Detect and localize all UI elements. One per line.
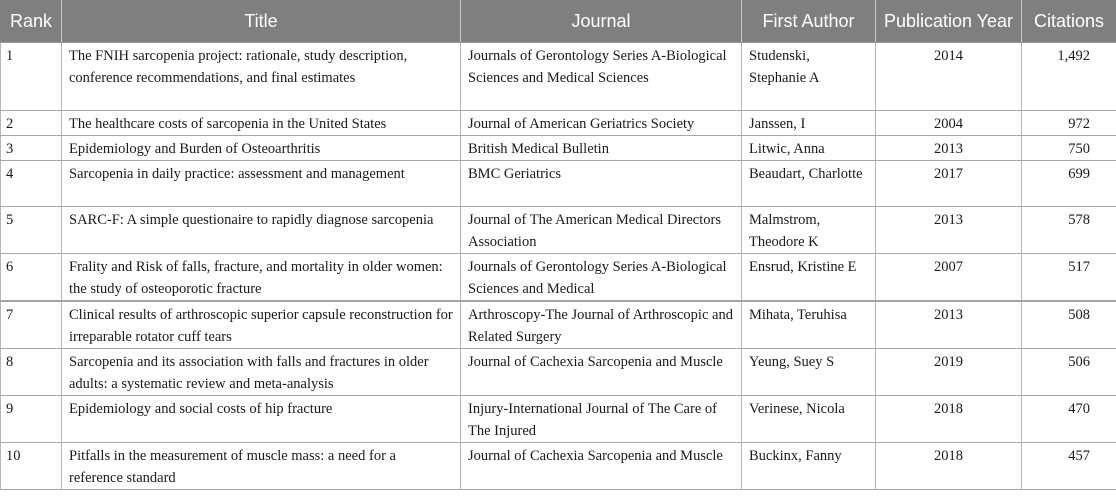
cell-title: The healthcare costs of sarcopenia in the United States [62, 110, 461, 135]
table-row [1, 253, 1116, 301]
cell-journal: Journals of Gerontology Series A-Biological Sciences and Medical Sciences [461, 42, 742, 110]
cell-title: SARC-F: A simple questionaire to rapidly diagnose sarcopenia [62, 206, 461, 253]
cell-year: 2013 [876, 206, 1022, 253]
cell-rank: 2 [1, 110, 62, 135]
cell-year: 2014 [876, 42, 1022, 110]
cell-citations: 517 [1022, 253, 1116, 301]
cell-first-author: Verinese, Nicola [742, 395, 876, 442]
cell-rank: 5 [1, 206, 62, 253]
cell-journal: Journal of The American Medical Directors Association [461, 206, 742, 253]
table-row [1, 395, 1116, 442]
cell-year: 2004 [876, 110, 1022, 135]
cell-rank: 9 [1, 395, 62, 442]
cell-citations: 1,492 [1022, 42, 1116, 110]
table-row [1, 348, 1116, 395]
table-row [1, 110, 1116, 135]
table-row [1, 301, 1116, 349]
cell-first-author: Beaudart, Charlotte [742, 160, 876, 206]
cell-journal: British Medical Bulletin [461, 135, 742, 160]
cell-first-author: Janssen, I [742, 110, 876, 135]
cell-rank: 6 [1, 253, 62, 301]
cell-first-author: Yeung, Suey S [742, 348, 876, 395]
cell-year: 2019 [876, 348, 1022, 395]
cell-first-author: Litwic, Anna [742, 135, 876, 160]
header-citations: Citations [1022, 0, 1116, 42]
cell-year: 2017 [876, 160, 1022, 206]
cell-citations: 578 [1022, 206, 1116, 253]
header-first-author: First Author [742, 0, 876, 42]
cell-rank: 8 [1, 348, 62, 395]
cell-citations: 972 [1022, 110, 1116, 135]
header-journal: Journal [461, 0, 742, 42]
cell-title: Epidemiology and Burden of Osteoarthritis [62, 135, 461, 160]
cell-rank: 3 [1, 135, 62, 160]
cell-journal: Journals of Gerontology Series A-Biological Sciences and Medical [461, 253, 742, 301]
cell-journal: BMC Geriatrics [461, 160, 742, 206]
cell-year: 2013 [876, 301, 1022, 349]
cell-year: 2013 [876, 135, 1022, 160]
table-row [1, 442, 1116, 489]
header-publication-year: Publication Year [876, 0, 1022, 42]
cell-citations: 699 [1022, 160, 1116, 206]
cell-rank: 10 [1, 442, 62, 489]
header-rank: Rank [1, 0, 62, 42]
header-row [1, 0, 1116, 42]
cell-title: The FNIH sarcopenia project: rationale, study description, conference recommendations, and final estimates [62, 42, 461, 110]
cell-title: Frality and Risk of falls, fracture, and mortality in older women: the study of osteoporotic fracture [62, 253, 461, 301]
cell-title: Clinical results of arthroscopic superior capsule reconstruction for irreparable rotator cuff tears [62, 301, 461, 349]
cell-rank: 7 [1, 301, 62, 349]
cell-citations: 470 [1022, 395, 1116, 442]
cell-citations: 508 [1022, 301, 1116, 349]
cell-journal: Journal of Cachexia Sarcopenia and Muscle [461, 348, 742, 395]
cell-first-author: Studenski, Stephanie A [742, 42, 876, 110]
header-title: Title [62, 0, 461, 42]
cell-journal: Journal of Cachexia Sarcopenia and Muscle [461, 442, 742, 489]
cell-journal: Journal of American Geriatrics Society [461, 110, 742, 135]
cell-journal: Arthroscopy-The Journal of Arthroscopic and Related Surgery [461, 301, 742, 349]
cell-first-author: Ensrud, Kristine E [742, 253, 876, 301]
cell-citations: 506 [1022, 348, 1116, 395]
cell-rank: 1 [1, 42, 62, 110]
cell-year: 2018 [876, 395, 1022, 442]
table-row [1, 206, 1116, 253]
cell-journal: Injury-International Journal of The Care of The Injured [461, 395, 742, 442]
cell-year: 2018 [876, 442, 1022, 489]
cell-first-author: Buckinx, Fanny [742, 442, 876, 489]
cell-title: Sarcopenia and its association with falls and fractures in older adults: a systematic review and meta-analysis [62, 348, 461, 395]
cell-first-author: Malmstrom, Theodore K [742, 206, 876, 253]
cell-citations: 457 [1022, 442, 1116, 489]
cell-title: Pitfalls in the measurement of muscle mass: a need for a reference standard [62, 442, 461, 489]
cell-citations: 750 [1022, 135, 1116, 160]
table-row [1, 42, 1116, 110]
table-row [1, 135, 1116, 160]
cell-first-author: Mihata, Teruhisa [742, 301, 876, 349]
cell-title: Epidemiology and social costs of hip fracture [62, 395, 461, 442]
cell-year: 2007 [876, 253, 1022, 301]
cell-title: Sarcopenia in daily practice: assessment and management [62, 160, 461, 206]
table-row [1, 160, 1116, 206]
cell-rank: 4 [1, 160, 62, 206]
